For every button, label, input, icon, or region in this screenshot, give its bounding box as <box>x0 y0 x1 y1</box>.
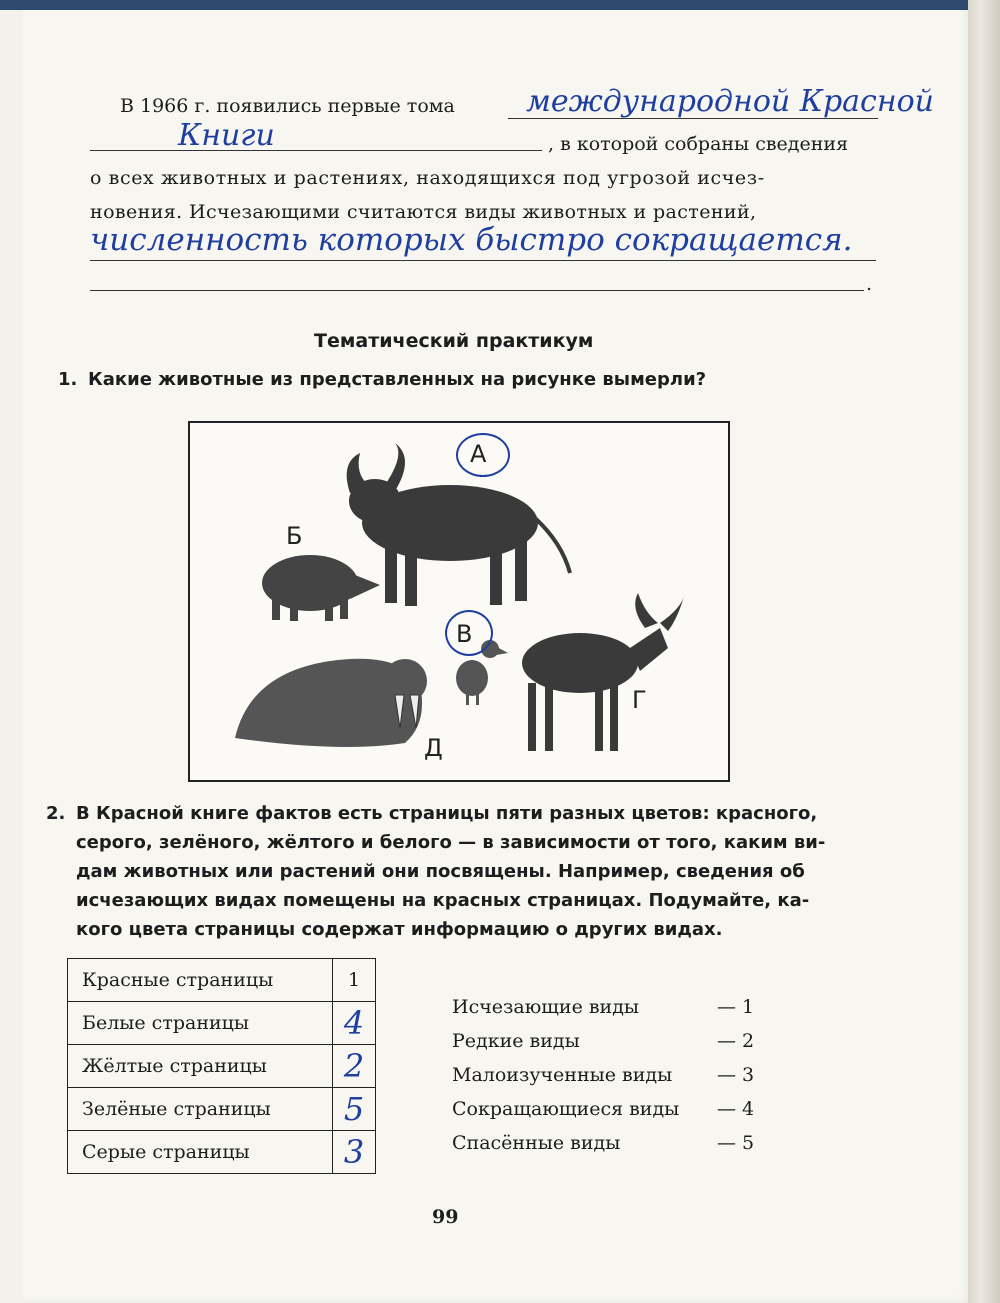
legend-code: — 1 <box>717 996 755 1018</box>
legend-code: — 5 <box>717 1132 755 1154</box>
table-row <box>68 1045 376 1088</box>
answer-value: 1 <box>347 969 361 991</box>
handwritten-answer-3: численность которых быстро сокращается. <box>90 222 853 258</box>
page-edge <box>968 0 1000 1303</box>
page-number: 99 <box>432 1206 459 1228</box>
answer-cell <box>333 1131 376 1174</box>
legend-code: — 3 <box>717 1064 755 1086</box>
label-v: В <box>456 620 473 648</box>
walrus-drawing <box>235 659 427 747</box>
answer-cell <box>333 959 376 1002</box>
intro-line-4: новения. Исчезающими считаются виды животных и растений, <box>90 201 757 223</box>
intro-line-2: , в которой собраны сведения <box>548 133 849 155</box>
answer-cell <box>333 1002 376 1045</box>
aurochs-drawing <box>347 443 570 606</box>
question-2-line-3: дам животных или растений они посвящены. Например, сведения об <box>76 861 805 882</box>
question-2-line-1: В Красной книге фактов есть страницы пяти разных цветов: красного, <box>76 803 818 824</box>
question-1-text: Какие животные из представленных на рисунке вымерли? <box>88 369 707 390</box>
handwritten-answer-2: Книги <box>178 118 275 153</box>
handwritten-answer-value: 4 <box>343 1004 365 1042</box>
label-a: А <box>470 440 487 468</box>
moose-drawing <box>522 593 685 751</box>
intro-line-3: о всех животных и растениях, находящихся под угрозой исчез- <box>90 167 765 189</box>
label-d: Д <box>424 734 443 762</box>
animals-figure <box>188 421 730 782</box>
page-colors-table <box>67 958 376 1174</box>
question-1-number: 1. <box>58 369 78 390</box>
table-row <box>68 1131 376 1174</box>
section-title: Тематический практикум <box>314 330 594 352</box>
legend-code: — 4 <box>717 1098 755 1120</box>
table-row <box>68 959 376 1002</box>
legend-text: Редкие виды <box>452 1030 580 1052</box>
label-g: Г <box>632 686 647 714</box>
legend-text: Спасённые виды <box>452 1132 621 1154</box>
page-color-cell: Красные страницы <box>68 959 333 1002</box>
legend-text: Малоизученные виды <box>452 1064 673 1086</box>
animals-illustration <box>190 423 728 780</box>
page-color-cell: Серые страницы <box>68 1131 333 1174</box>
legend-text: Сокращающиеся виды <box>452 1098 680 1120</box>
table-row <box>68 1088 376 1131</box>
answer-line-3 <box>90 260 876 261</box>
table-row <box>68 1002 376 1045</box>
boar-drawing <box>262 555 380 621</box>
handwritten-answer-value: 2 <box>343 1047 365 1085</box>
question-2-line-4: исчезающих видах помещены на красных страницах. Подумайте, ка- <box>76 890 810 911</box>
answer-line-2 <box>90 150 542 151</box>
legend-text: Исчезающие виды <box>452 996 640 1018</box>
page-color-cell: Жёлтые страницы <box>68 1045 333 1088</box>
circle-mark-a <box>456 433 510 477</box>
legend-code: — 2 <box>717 1030 755 1052</box>
question-2-line-2: серого, зелёного, жёлтого и белого — в зависимости от того, каким ви- <box>76 832 826 853</box>
answer-cell <box>333 1045 376 1088</box>
question-2-line-5: кого цвета страницы содержат информацию о других видах. <box>76 919 723 940</box>
circle-mark-v <box>445 610 493 656</box>
answer-line-4 <box>90 290 864 291</box>
answer-cell <box>333 1088 376 1131</box>
intro-line-1: В 1966 г. появились первые тома <box>120 95 455 117</box>
label-b: Б <box>286 522 303 550</box>
intro-line-end: . <box>866 273 873 295</box>
handwritten-answer-value: 5 <box>343 1090 365 1128</box>
handwritten-answer-1: международной Красной <box>526 84 935 119</box>
page-color-cell: Белые страницы <box>68 1002 333 1045</box>
handwritten-answer-value: 3 <box>343 1133 365 1171</box>
question-2-number: 2. <box>46 803 66 824</box>
top-edge <box>0 0 1000 10</box>
page-color-cell: Зелёные страницы <box>68 1088 333 1131</box>
